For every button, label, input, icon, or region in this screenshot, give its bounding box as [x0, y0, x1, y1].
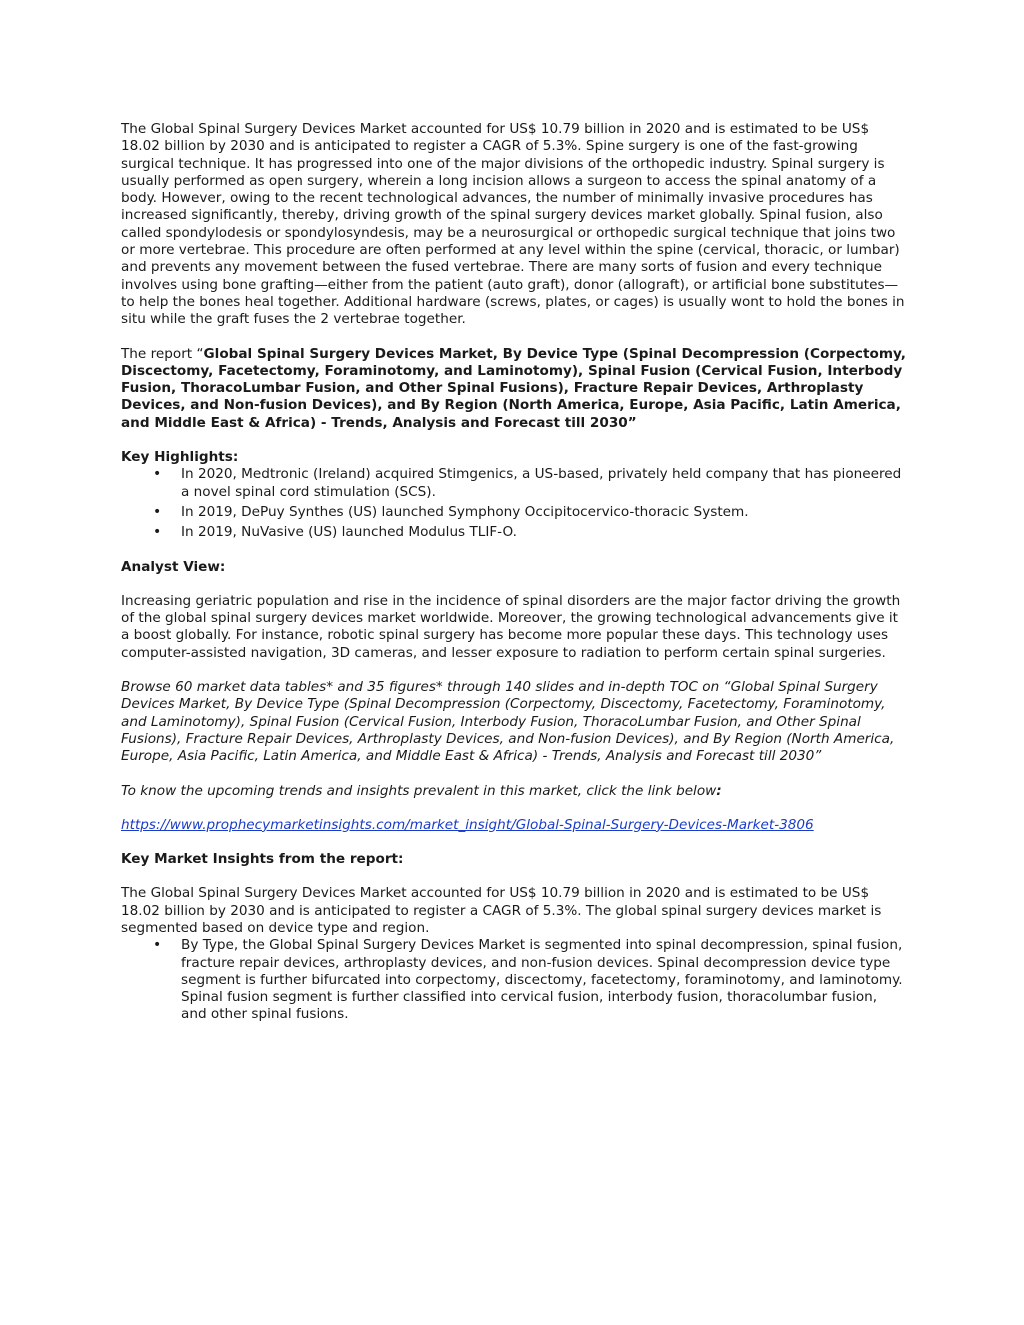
intro-paragraph: The Global Spinal Surgery Devices Market accounted for US$ 10.79 billion in 2020 and is estimated to be US$ 18.02 billion by 2030 and is anticipated to register a CAGR of 5.3%. Spine surgery is one of the fast-growing surgical technique. It has progressed into one of the major divisions of the orthopedic industry. Spinal surgery is usually performed as open surgery, wherein a long incision allows a surgeon to access the spinal anatomy of a body. However, owing to the recent technological advances, the number of minimally invasive procedures has increased significantly, thereby, driving growth of the spinal surgery devices market globally. Spinal fusion, also called spondylodesis or spondylosyndesis, may be a neurosurgical or orthopedic surgical technique that joins two or more vertebrae. This procedure are often performed at any level within the spine (cervical, thoracic, or lumbar) and prevents any movement between the fused vertebrae. There are many sorts of fusion and every technique involves using bone grafting—either from the patient (auto graft), donor (allograft), or artificial bone substitutes—to help the bones heal together. Additional hardware (screws, plates, or cages) is usually wont to hold the bones in situ while the graft fuses the 2 vertebrae together.	[121, 121, 905, 328]
key-market-insights-list	[121, 937, 906, 1023]
bullet-icon: •	[153, 466, 162, 483]
browse-paragraph: Browse 60 market data tables* and 35 figures* through 140 slides and in-depth TOC on “Global Spinal Surgery Devices Market, By Device Type (Spinal Decompression (Corpectomy, Discectomy, Facetectomy, Foraminotomy, and Laminotomy), Spinal Fusion (Cervical Fusion, Interbody Fusion, ThoracoLumbar Fusion, and Other Spinal Fusions), Fracture Repair Devices, Arthroplasty Devices, and Non-fusion Devices), and By Region (North America, Europe, Asia Pacific, Latin America, and Middle East & Africa) - Trends, Analysis and Forecast till 2030”	[121, 679, 895, 765]
bullet-icon: •	[153, 524, 162, 541]
report-link[interactable]: https://www.prophecymarketinsights.com/market_insight/Global-Spinal-Surgery-Devices-Market-3806	[121, 816, 814, 833]
link-paragraph	[121, 817, 906, 834]
report-title: Global Spinal Surgery Devices Market, By Device Type (Spinal Decompression (Corpectomy, Discectomy, Facetectomy, Foraminotomy, and Laminotomy), Spinal Fusion (Cervical Fusion, Interbody Fusion, ThoracoLumbar Fusion, and Other Spinal Fusions), Fracture Repair Devices, Arthroplasty Devices, and Non-fusion Devices), and By Region (North America, Europe, Asia Pacific, Latin America, and Middle East & Africa) - Trends, Analysis and Forecast till 2030”	[121, 345, 906, 431]
bullet-icon: •	[153, 503, 162, 520]
key-highlights-heading: Key Highlights:	[121, 449, 239, 466]
document-page	[121, 121, 906, 1024]
list-item	[153, 937, 906, 1023]
bullet-icon: •	[153, 937, 162, 954]
cta-paragraph	[121, 783, 906, 800]
list-item	[153, 503, 906, 521]
key-market-insights-heading: Key Market Insights from the report:	[121, 851, 404, 868]
key-highlights-list	[121, 466, 906, 541]
cta-colon: :	[716, 782, 722, 799]
insight-text: By Type, the Global Spinal Surgery Devices Market is segmented into spinal decompression, spinal fusion, fracture repair devices, arthroplasty devices, and non-fusion devices. Spinal decompression device type segment is further bifurcated into corpectomy, discectomy, facetectomy, foraminotomy, and laminotomy. Spinal fusion segment is further classified into cervical fusion, interbody fusion, thoracolumbar fusion, and other spinal fusions.	[181, 937, 903, 1023]
analyst-view-heading: Analyst View:	[121, 558, 226, 575]
cta-text: To know the upcoming trends and insights prevalent in this market, click the link below	[121, 782, 717, 799]
list-item	[153, 466, 906, 501]
highlight-text: In 2020, Medtronic (Ireland) acquired Stimgenics, a US-based, privately held company that has pioneered a novel spinal cord stimulation (SCS).	[181, 466, 902, 500]
report-paragraph	[121, 346, 906, 432]
key-market-insights-paragraph: The Global Spinal Surgery Devices Market accounted for US$ 10.79 billion in 2020 and is estimated to be US$ 18.02 billion by 2030 and is anticipated to register a CAGR of 5.3%. The global spinal surgery devices market is segmented based on device type and region.	[121, 885, 882, 936]
highlight-text: In 2019, DePuy Synthes (US) launched Symphony Occipitocervico-thoracic System.	[181, 503, 749, 520]
highlight-text: In 2019, NuVasive (US) launched Modulus TLIF-O.	[181, 524, 517, 541]
list-item	[153, 524, 906, 541]
report-prefix: The report “	[121, 345, 204, 362]
analyst-view-paragraph: Increasing geriatric population and rise in the incidence of spinal disorders are the major factor driving the growth of the global spinal surgery devices market worldwide. Moreover, the growing technological advancements give it a boost globally. For instance, robotic spinal surgery has become more popular these days. This technology uses computer-assisted navigation, 3D cameras, and lesser exposure to radiation to perform certain spinal surgeries.	[121, 592, 901, 661]
